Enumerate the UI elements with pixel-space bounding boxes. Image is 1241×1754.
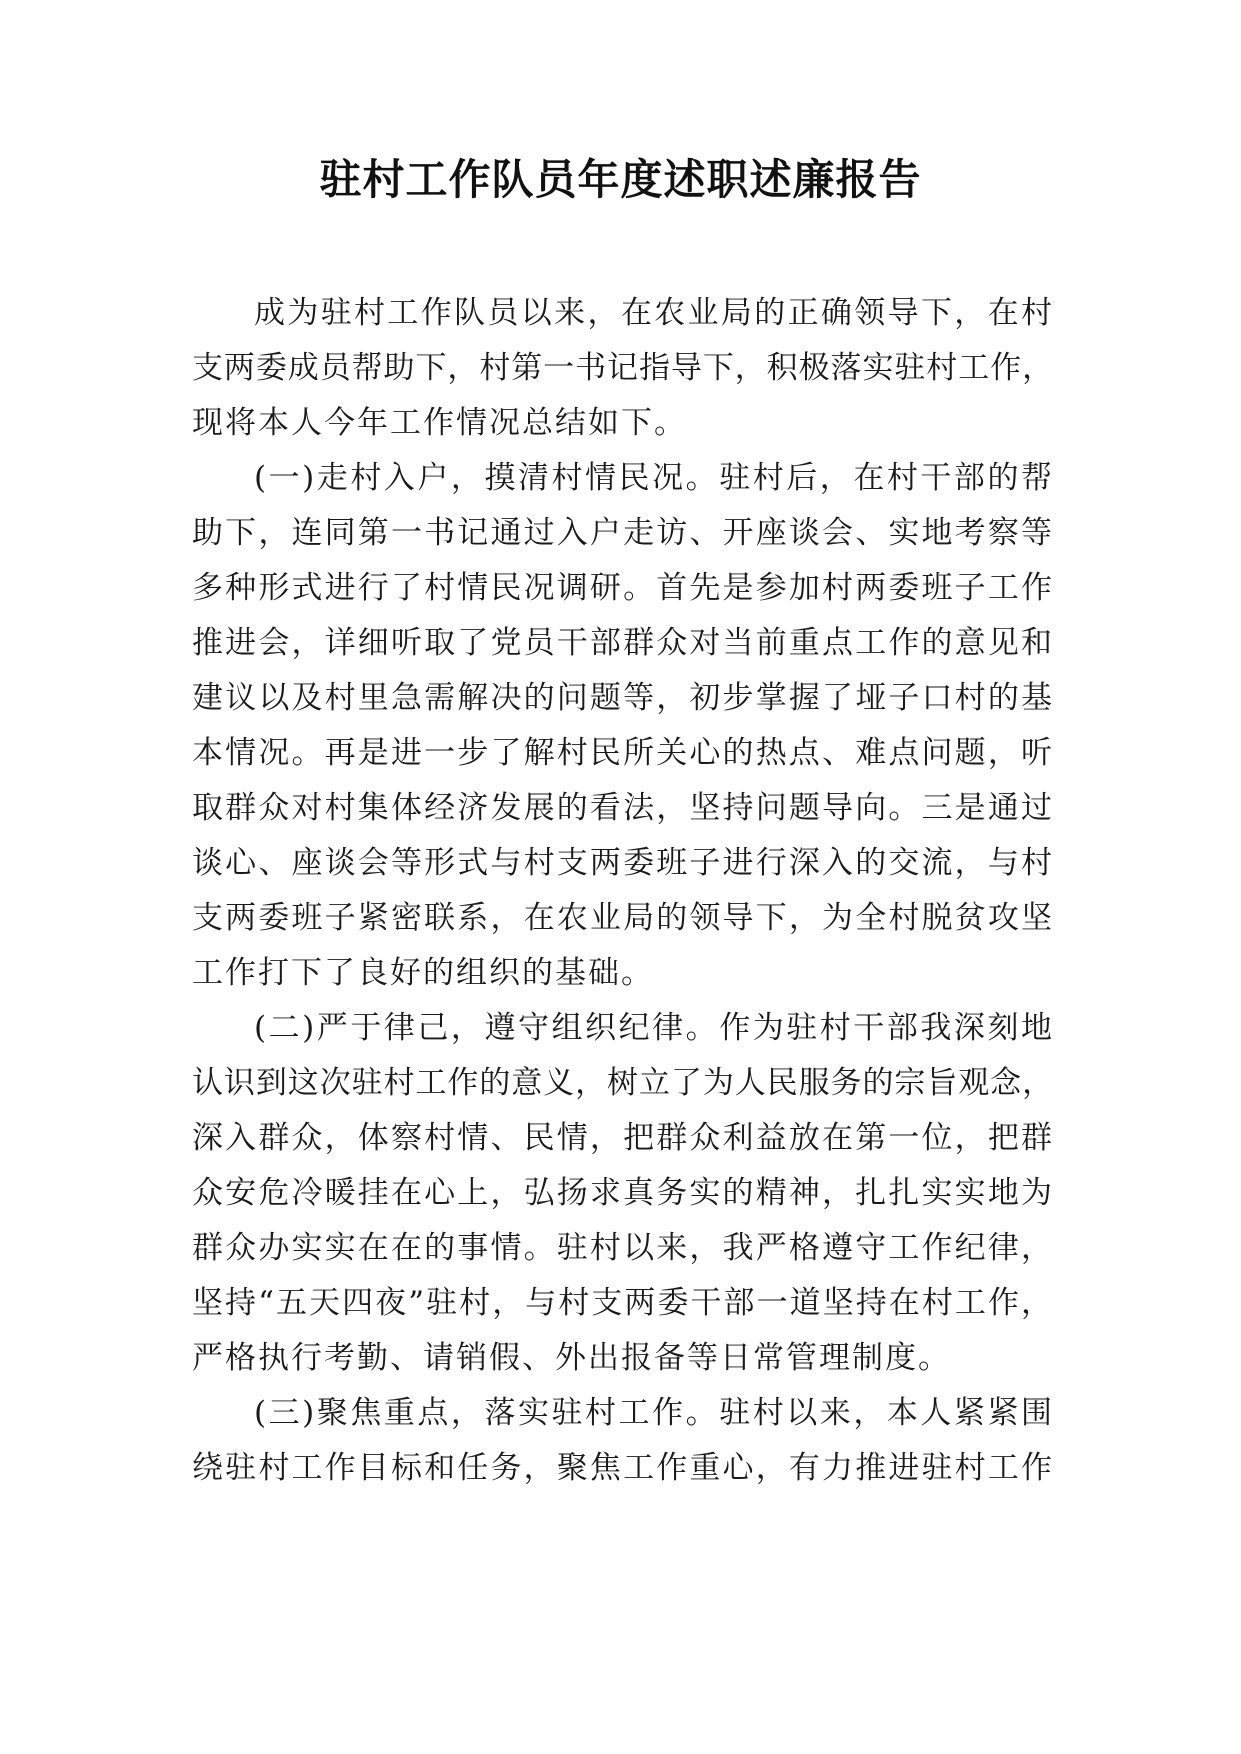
text-line: 支两委成员帮助下，村第一书记指导下，积极落实驻村工作， — [192, 350, 1054, 386]
text-line: 推进会，详细听取了党员干部群众对当前重点工作的意见和 — [192, 625, 1054, 661]
paragraph-section-2 — [192, 1001, 1054, 1386]
text-line: 坚持“五天四夜”驻村，与村支两委干部一道坚持在村工作， — [192, 1285, 1054, 1321]
text-line: 支两委班子紧密联系，在农业局的领导下，为全村脱贫攻坚 — [192, 900, 1054, 936]
text-line: 工作打下了良好的组织的基础。 — [192, 955, 654, 991]
text-line: (二)严于律己，遵守组织纪律。作为驻村干部我深刻地 — [254, 1010, 1054, 1046]
text-line: 绕驻村工作目标和任务，聚焦工作重心，有力推进驻村工作 — [192, 1450, 1054, 1486]
text-line: 本情况。再是进一步了解村民所关心的热点、难点问题，听 — [192, 735, 1054, 771]
text-line: 谈心、座谈会等形式与村支两委班子进行深入的交流，与村 — [192, 845, 1054, 881]
text-line: 多种形式进行了村情民况调研。首先是参加村两委班子工作 — [192, 570, 1054, 606]
text-line: 成为驻村工作队员以来，在农业局的正确领导下，在村 — [254, 295, 1054, 331]
text-line: (一)走村入户，摸清村情民况。驻村后，在村干部的帮 — [254, 460, 1054, 496]
paragraph-intro — [192, 286, 1054, 451]
text-line: 助下，连同第一书记通过入户走访、开座谈会、实地考察等 — [192, 515, 1054, 551]
paragraph-section-1 — [192, 451, 1054, 1001]
text-line: (三)聚焦重点，落实驻村工作。驻村以来，本人紧紧围 — [254, 1395, 1054, 1431]
text-line: 现将本人今年工作情况总结如下。 — [192, 405, 687, 441]
text-line: 众安危冷暖挂在心上，弘扬求真务实的精神，扎扎实实地为 — [192, 1175, 1054, 1211]
text-line: 深入群众，体察村情、民情，把群众利益放在第一位，把群 — [192, 1120, 1054, 1156]
text-line: 取群众对村集体经济发展的看法，坚持问题导向。三是通过 — [192, 790, 1054, 826]
paragraph-section-3 — [192, 1386, 1054, 1496]
document-body — [192, 286, 1054, 1496]
document-title: 驻村工作队员年度述职述廉报告 — [319, 155, 922, 204]
text-line: 认识到这次驻村工作的意义，树立了为人民服务的宗旨观念， — [192, 1065, 1054, 1101]
text-line: 严格执行考勤、请销假、外出报备等日常管理制度。 — [192, 1340, 951, 1376]
text-line: 群众办实实在在的事情。驻村以来，我严格遵守工作纪律， — [192, 1230, 1054, 1266]
text-line: 建议以及村里急需解决的问题等，初步掌握了垭子口村的基 — [192, 680, 1054, 716]
